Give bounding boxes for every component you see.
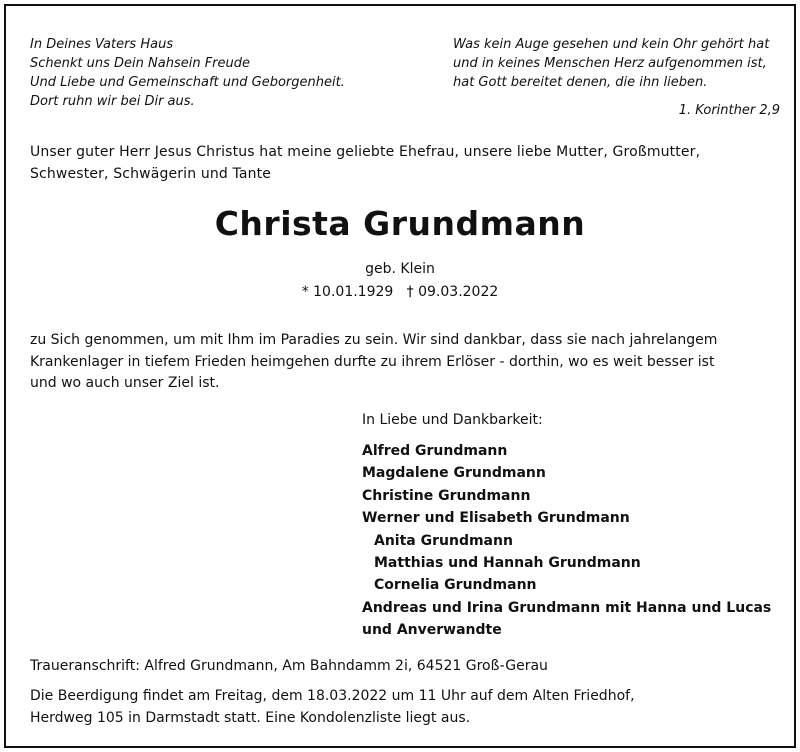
message-text — [30, 330, 717, 395]
message-line: zu Sich genommen, um mit Ihm im Paradies zu sein. Wir sind dankbar, dass sie nach jahrelangem — [30, 332, 718, 348]
verse-right-line: und in keines Menschen Herz aufgenommen ist, — [453, 56, 767, 71]
verse-right-line: hat Gott bereitet denen, die ihn lieben. — [453, 75, 708, 90]
verse-left-line: Schenkt uns Dein Nahsein Freude — [30, 56, 251, 71]
mourner-name: Alfred Grundmann — [362, 443, 508, 459]
mourner-name: Cornelia Grundmann — [374, 577, 537, 594]
mourner-name: Werner und Elisabeth Grundmann — [362, 510, 630, 527]
verse-left-line: In Deines Vaters Haus — [30, 37, 174, 52]
verse-right-line: Was kein Auge gesehen und kein Ohr gehört hat — [453, 37, 770, 52]
mourner-name: und Anverwandte — [362, 622, 502, 639]
message-line: Krankenlager in tiefem Frieden heimgehen durfte zu ihrem Erlöser - dorthin, wo es weit besser ist — [30, 353, 715, 370]
mourners-list — [362, 440, 771, 642]
verse-left-line: Dort ruhn wir bei Dir aus. — [30, 94, 195, 109]
mourner-name: Andreas und Irina Grundmann mit Hanna und Lucas — [362, 599, 772, 616]
closing-text: In Liebe und Dankbarkeit: — [362, 412, 543, 428]
intro-line: Schwester, Schwägerin und Tante — [30, 165, 272, 182]
mourner-name: Christine Grundmann — [362, 487, 531, 504]
mourner-name: Matthias und Hannah Grundmann — [374, 555, 641, 572]
intro-text — [30, 142, 700, 185]
life-dates: * 10.01.1929 † 09.03.2022 — [301, 284, 499, 300]
verse-reference: 1. Korinther 2,9 — [678, 103, 780, 118]
mourning-address: Traueranschrift: Alfred Grundmann, Am Bahndamm 2i, 64521 Groß-Gerau — [30, 658, 548, 674]
verse-right — [453, 35, 769, 92]
funeral-line: Die Beerdigung findet am Freitag, dem 18.03.2022 um 11 Uhr auf dem Alten Friedhof, — [30, 688, 635, 704]
mourner-name: Magdalene Grundmann — [362, 465, 546, 482]
maiden-name: geb. Klein — [365, 261, 435, 277]
verse-left — [30, 35, 345, 111]
verse-left-line: Und Liebe und Gemeinschaft und Geborgenheit. — [30, 75, 345, 90]
intro-line: Unser guter Herr Jesus Christus hat meine geliebte Ehefrau, unsere liebe Mutter, Großmutter, — [30, 144, 701, 160]
message-line: und wo auch unser Ziel ist. — [30, 375, 220, 391]
funeral-info — [30, 686, 635, 729]
deceased-name: Christa Grundmann — [214, 204, 586, 243]
funeral-line: Herdweg 105 in Darmstadt statt. Eine Kondolenzliste liegt aus. — [30, 709, 471, 726]
mourner-name: Anita Grundmann — [374, 532, 513, 549]
